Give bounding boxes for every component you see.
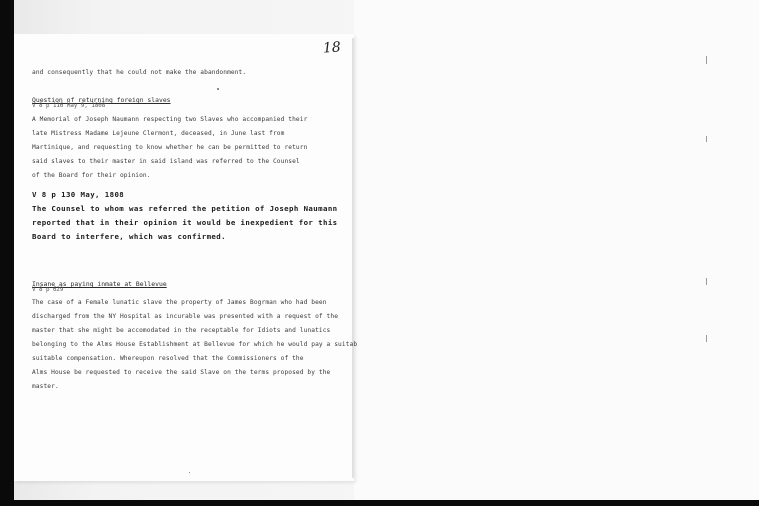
text-line: A Memorial of Joseph Naumann respecting two Slaves who accompanied their	[32, 116, 308, 123]
page-edge	[352, 38, 354, 478]
page-number: 18	[322, 39, 342, 57]
scan-frame-bottom	[0, 500, 759, 506]
volume-reference: V 8 p 130 May, 1808	[32, 190, 125, 199]
volume-reference: V 8 p 116 May 9, 1808	[32, 103, 106, 109]
text-line: Martinique, and requesting to know whether he can be permitted to return	[32, 144, 308, 151]
text-line: The Counsel to whom was referred the petition of Joseph Naumann	[32, 204, 338, 213]
section-heading: Insane as paying inmate at Bellevue	[32, 280, 167, 288]
text-line: of the Board for their opinion.	[32, 172, 151, 179]
edge-mark	[706, 335, 707, 342]
section-heading: Question of returning foreign slaves	[32, 96, 171, 104]
ink-speck	[189, 472, 190, 473]
edge-mark	[706, 278, 707, 285]
text-line: and consequently that he could not make the abandonment.	[32, 69, 247, 76]
blank-facing-page	[354, 0, 759, 500]
edge-mark	[706, 56, 707, 64]
text-line: The case of a Female lunatic slave the property of James Bogrman who had been	[32, 299, 327, 306]
text-line: Alms House be requested to receive the said Slave on the terms proposed by the	[32, 369, 331, 376]
text-line: belonging to the Alms House Establishment at Bellevue for which he would pay a suitab	[32, 341, 358, 348]
text-line: discharged from the NY Hospital as incurable was presented with a request of the	[32, 313, 339, 320]
ink-speck	[217, 88, 219, 90]
text-line: suitable compensation. Whereupon resolved that the Commissioners of the	[32, 355, 304, 362]
text-line: Board to interfere, which was confirmed.	[32, 232, 226, 241]
text-line: master that she might be accomodated in the receptable for Idiots and lunatics	[32, 327, 331, 334]
scan-frame-left	[0, 0, 14, 506]
text-line: late Mistress Madame Lejeune Clermont, deceased, in June last from	[32, 130, 285, 137]
edge-mark	[706, 136, 707, 142]
volume-reference: V 8 p 629	[32, 287, 64, 293]
text-line: said slaves to their master in said island was referred to the Counsel	[32, 158, 300, 165]
text-line: reported that in their opinion it would be inexpedient for this	[32, 218, 338, 227]
text-line: master.	[32, 383, 59, 390]
